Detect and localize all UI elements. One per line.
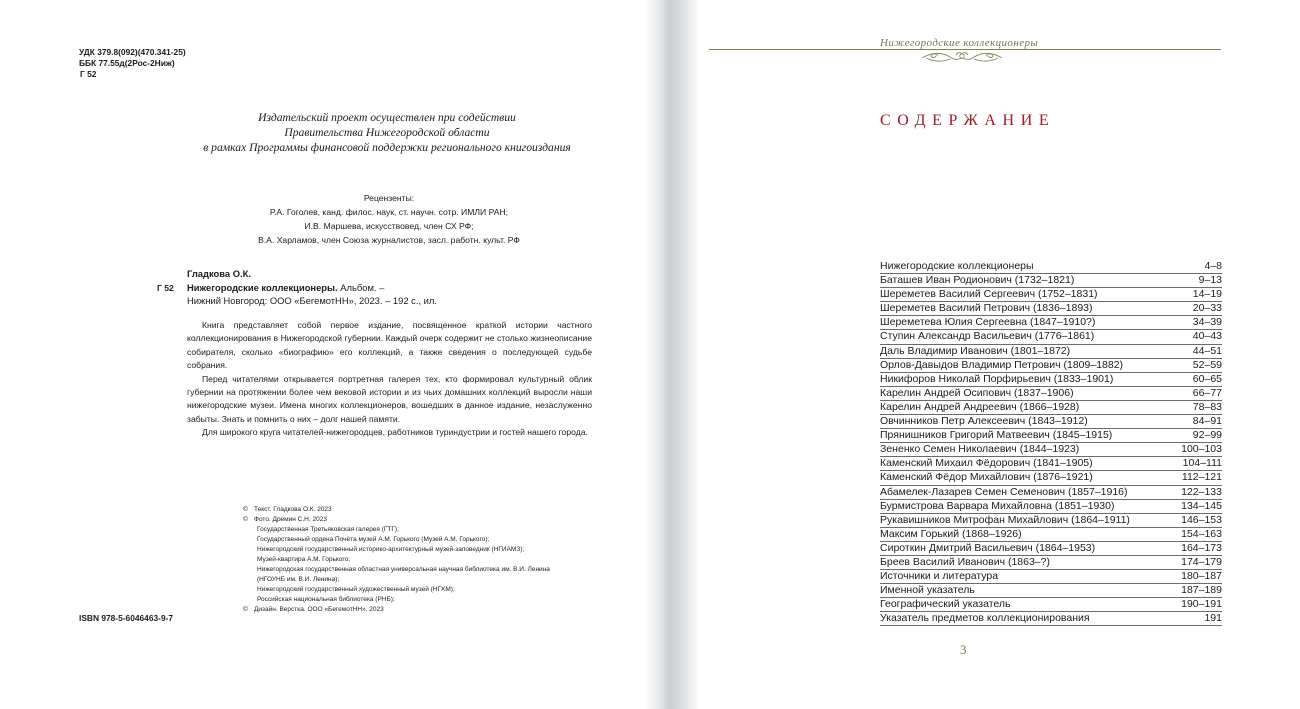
running-head: Нижегородские коллекционеры xyxy=(880,37,1039,49)
toc-entry-pages: 122–133 xyxy=(1181,485,1222,498)
toc-entry-pages: 4–8 xyxy=(1204,260,1222,272)
toc-entry[interactable] xyxy=(880,345,1222,359)
toc-entry[interactable] xyxy=(880,274,1222,288)
photo-source: Нижегородский государственный историко-архитектурный музей-заповедник (НГИАМЗ); xyxy=(257,545,525,553)
biblio-title-rest: Альбом. – xyxy=(337,281,385,293)
toc-entry-pages: 174–179 xyxy=(1181,555,1222,568)
biblio-imprint: Нижний Новгород: ООО «БегемотНН», 2023. – 192 с., ил. xyxy=(187,295,437,306)
toc-entry-title: Бреев Василий Иванович (1863–?) xyxy=(880,555,1050,568)
toc-entry[interactable] xyxy=(880,429,1222,443)
toc-entry-pages: 34–39 xyxy=(1192,316,1222,329)
toc-entry-title: Овчинников Петр Алексеевич (1843–1912) xyxy=(880,415,1088,428)
toc-entry-title: Указатель предметов коллекционирования xyxy=(880,612,1090,625)
toc-entry[interactable] xyxy=(880,457,1222,471)
toc-entry-pages: 14–19 xyxy=(1192,288,1222,301)
bbk-line: ББК 77.55д(2Рос-2Ниж) xyxy=(79,58,175,68)
toc-entry-pages: 44–51 xyxy=(1192,344,1222,357)
bibliographic-record xyxy=(187,267,437,308)
toc-entry-title: Ступин Александр Васильевич (1776–1861) xyxy=(880,330,1095,343)
toc-entry-title: Шереметева Юлия Сергеевна (1847–1910?) xyxy=(880,316,1096,329)
toc-entry-pages: 9–13 xyxy=(1198,274,1222,287)
toc-entry-pages: 100–103 xyxy=(1181,443,1222,456)
toc-entry[interactable] xyxy=(880,500,1222,514)
toc-entry-title: Каменский Фёдор Михайлович (1876–1921) xyxy=(880,471,1093,484)
biblio-title-line xyxy=(187,281,437,295)
toc-entry[interactable] xyxy=(880,528,1222,542)
copyright-text-row xyxy=(243,505,550,515)
udc-block xyxy=(79,47,186,80)
toc-entry[interactable] xyxy=(880,542,1222,556)
toc-entry-title: Источники и литература xyxy=(880,570,999,583)
toc-entry-title: Каменский Михаил Фёдорович (1841–1905) xyxy=(880,457,1093,470)
toc-entry-pages: 66–77 xyxy=(1192,386,1222,399)
toc-entry-pages: 60–65 xyxy=(1192,372,1222,385)
toc-entry-title: Никифоров Николай Порфирьевич (1833–1901) xyxy=(880,372,1114,385)
photo-source: Государственный ордена Почёта музей А.М. Горького (Музей А.М. Горького); xyxy=(257,535,490,543)
toc-entry-title: Шереметев Василий Петрович (1836–1893) xyxy=(880,302,1093,315)
toc-entry[interactable] xyxy=(880,612,1222,626)
toc-entry[interactable] xyxy=(880,486,1222,500)
project-line: Правительства Нижегородской области xyxy=(284,126,490,139)
book-gutter xyxy=(644,0,700,709)
toc-entry[interactable] xyxy=(880,415,1222,429)
toc-entry-title: Нижегородские коллекционеры xyxy=(880,260,1034,272)
toc-entry-pages: 84–91 xyxy=(1192,415,1222,428)
toc-entry-pages: 164–173 xyxy=(1181,541,1222,554)
toc-entry[interactable] xyxy=(880,359,1222,373)
toc-entry-pages: 92–99 xyxy=(1192,429,1222,442)
photo-source: Российская национальная библиотека (РНБ); xyxy=(257,595,395,603)
toc-entry[interactable] xyxy=(880,260,1222,274)
project-line: Издательский проект осуществлен при содействии xyxy=(258,111,516,124)
toc-entry-title: Даль Владимир Иванович (1801–1872) xyxy=(880,344,1071,357)
toc-entry[interactable] xyxy=(880,330,1222,344)
toc-entry[interactable] xyxy=(880,598,1222,612)
toc-entry-pages: 154–163 xyxy=(1181,527,1222,540)
table-of-contents xyxy=(880,260,1222,626)
reviewers-heading: Рецензенты: xyxy=(363,193,415,203)
isbn: ISBN 978-5-6046463-9-7 xyxy=(79,613,174,623)
toc-entry-title: Зененко Семен Николаевич (1844–1923) xyxy=(880,443,1080,456)
toc-entry-pages: 187–189 xyxy=(1181,584,1222,597)
toc-entry-title: Географический указатель xyxy=(880,598,1011,611)
toc-entry-title: Именной указатель xyxy=(880,584,975,597)
copyright-symbol: © xyxy=(243,605,248,613)
toc-entry-pages: 190–191 xyxy=(1181,598,1222,611)
toc-entry-pages: 191 xyxy=(1204,612,1222,625)
toc-entry-pages: 134–145 xyxy=(1181,499,1222,512)
copyright-design-row xyxy=(243,605,550,615)
copyright-symbol: © xyxy=(243,506,248,513)
toc-entry-title: Орлов-Давыдов Владимир Петрович (1809–1882) xyxy=(880,358,1124,371)
toc-entry-pages: 180–187 xyxy=(1181,570,1222,583)
toc-entry[interactable] xyxy=(880,570,1222,584)
annotation-paragraph: Для широкого круга читателей-нижегородцев, работников туриндустрии и гостей нашего города. xyxy=(202,427,588,438)
toc-entry-title: Карелин Андрей Осипович (1837–1906) xyxy=(880,386,1074,399)
toc-entry[interactable] xyxy=(880,514,1222,528)
reviewer-line: В.А. Харламов, член Союза журналистов, засл. работн. культ. РФ xyxy=(258,235,520,245)
udc-line: УДК 379.8(092)(470.341-25) xyxy=(79,47,186,57)
photo-source: Нижегородская государственная областная универсальная научная библиотека им. В.И. Ленина xyxy=(257,565,550,573)
toc-entry-pages: 40–43 xyxy=(1192,330,1222,343)
toc-entry[interactable] xyxy=(880,373,1222,387)
page-number: 3 xyxy=(960,642,967,657)
toc-entry-pages: 146–153 xyxy=(1181,513,1222,526)
toc-entry-title: Бурмистрова Варвара Михайловна (1851–1930) xyxy=(880,499,1115,512)
toc-entry-pages: 20–33 xyxy=(1192,302,1222,315)
biblio-author: Гладкова О.К. xyxy=(187,268,251,279)
biblio-code: Г 52 xyxy=(157,283,174,293)
flourish-ornament-icon xyxy=(920,50,1004,66)
copyright-block xyxy=(243,505,550,614)
toc-entry[interactable] xyxy=(880,302,1222,316)
reviewer-line: И.В. Маршева, искусствовед, член СХ РФ; xyxy=(304,221,474,231)
toc-entry-title: Баташев Иван Родионович (1732–1821) xyxy=(880,274,1075,287)
project-line: в рамках Программы финансовой поддержки регионального книгоиздания xyxy=(203,141,571,154)
toc-entry[interactable] xyxy=(880,316,1222,330)
toc-entry-pages: 78–83 xyxy=(1192,400,1222,413)
toc-entry-title: Прянишников Григорий Матвеевич (1845–1915) xyxy=(880,429,1113,442)
project-statement xyxy=(160,110,614,155)
author-code-line: Г 52 xyxy=(80,69,97,79)
toc-entry[interactable] xyxy=(880,471,1222,485)
copyright-photo: Фото. Дремин С.Н. 2023 xyxy=(254,515,327,523)
toc-entry-title: Карелин Андрей Андреевич (1866–1928) xyxy=(880,400,1080,413)
toc-entry[interactable] xyxy=(880,401,1222,415)
reviewer-line: Р.А. Гоголев, канд. филос. наук, ст. научн. сотр. ИМЛИ РАН; xyxy=(269,207,509,217)
toc-entry-pages: 52–59 xyxy=(1192,358,1222,371)
biblio-title: Нижегородские коллекционеры. xyxy=(187,281,338,293)
photo-source: Музей-квартира А.М. Горького; xyxy=(257,555,351,563)
toc-entry-title: Шереметев Василий Сергеевич (1752–1831) xyxy=(880,288,1098,301)
toc-entry-title: Сироткин Дмитрий Васильевич (1864–1953) xyxy=(880,541,1096,554)
toc-entry[interactable] xyxy=(880,556,1222,570)
toc-entry[interactable] xyxy=(880,387,1222,401)
photo-source: (НГОУНБ им. В.И. Ленина); xyxy=(257,575,340,583)
annotation-paragraph: Перед читателями открывается портретная галерея тех, кто формировал культурный облик губернии на протяжении более чем вековой истории и из чьих домашних коллекций выросли наши нижегородские музеи. Имена многих коллекционеров, вошедших в данное издание, незаслуженно забыты. Знать и помнить о них – долг нашей памяти. xyxy=(187,373,592,424)
annotation xyxy=(187,319,592,440)
photo-source: Нижегородский государственный художественный музей (НГХМ); xyxy=(257,585,455,593)
toc-entry[interactable] xyxy=(880,584,1222,598)
reviewers-block xyxy=(200,191,578,247)
copyright-symbol: © xyxy=(243,515,248,523)
toc-entry[interactable] xyxy=(880,443,1222,457)
toc-entry-pages: 104–111 xyxy=(1182,457,1222,470)
toc-entry-title: Абамелек-Лазарев Семен Семенович (1857–1916) xyxy=(880,485,1128,498)
photo-source: Государственная Третьяковская галерея (ГТГ); xyxy=(257,525,399,533)
copyright-photo-row xyxy=(243,515,550,525)
toc-title: СОДЕРЖАНИЕ xyxy=(880,112,1056,129)
copyright-design: Дизайн. Верстка. ООО «БегемотНН». 2023 xyxy=(254,605,384,613)
annotation-paragraph: Книга представляет собой первое издание, посвященное краткой истории частного коллекционирования в Нижегородской губернии. Каждый очерк содержит не столько жизнеописание собирателя, сколько «биографию» его коллекций, а также сведения о последующей судьбе собрания. xyxy=(187,320,592,371)
toc-entry-pages: 112–121 xyxy=(1181,471,1222,484)
copyright-text: Текст. Гладкова О.К. 2023 xyxy=(254,506,332,513)
toc-entry[interactable] xyxy=(880,288,1222,302)
toc-entry-title: Максим Горький (1868–1926) xyxy=(880,527,1022,540)
toc-entry-title: Рукавишников Митрофан Михайлович (1864–1911) xyxy=(880,513,1130,526)
